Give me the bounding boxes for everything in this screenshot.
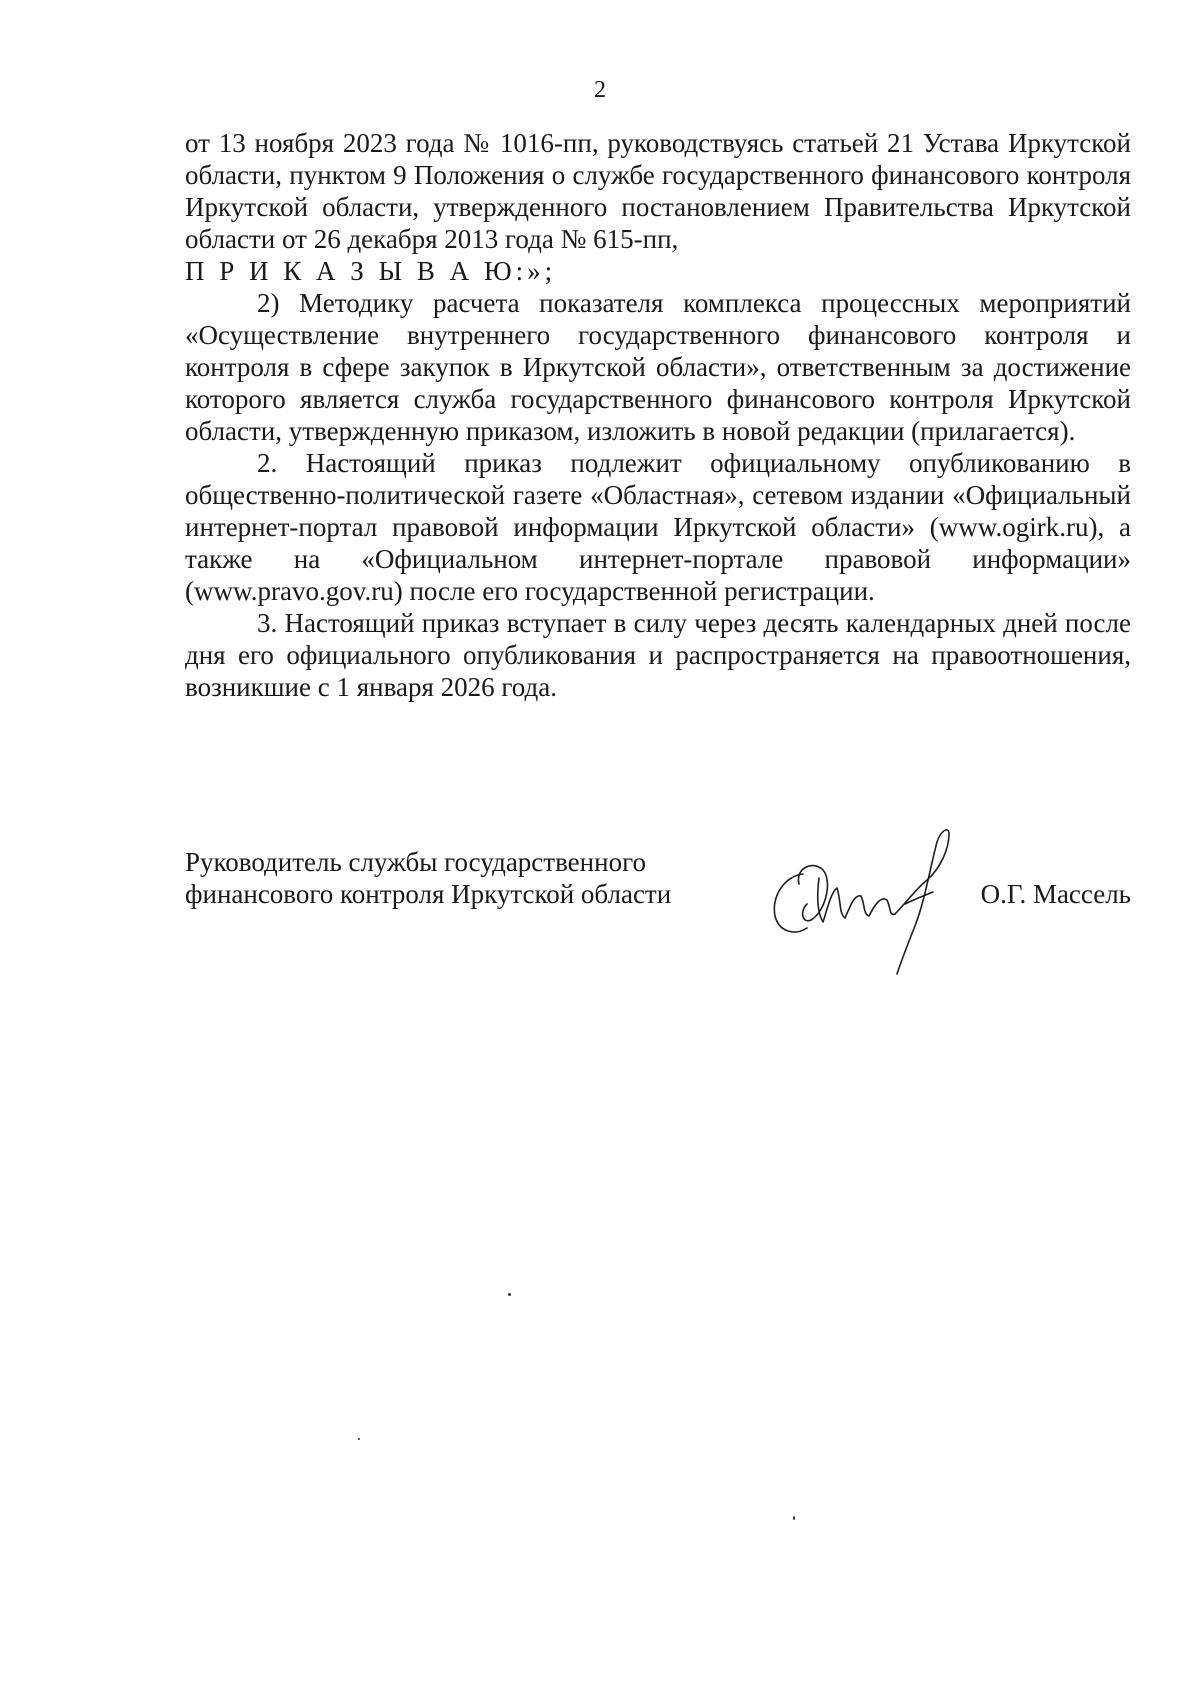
- handwritten-signature: [755, 804, 995, 984]
- signer-position-line-2: финансового контроля Иркутской области: [185, 879, 672, 909]
- signer-position-line-1: Руководитель службы государственного: [185, 847, 646, 877]
- scan-speck: [793, 1516, 795, 1520]
- document-body: [185, 127, 1131, 703]
- order-keyword: П Р И К А З Ы В А Ю:»;: [185, 256, 557, 286]
- page-number: 2: [594, 77, 606, 103]
- paragraph-preamble: от 13 ноября 2023 года № 1016-пп, руководствуясь статьей 21 Устава Иркутской области, пунктом 9 Положения о службе государственного финансового контроля Иркутской области, утвержденного постановлением Правительства Иркутской области от 26 декабря 2013 года № 615-пп,: [185, 128, 1131, 254]
- paragraph-publication: 2. Настоящий приказ подлежит официальному опубликованию в общественно-политической газете «Областная», сетевом издании «Официальный интернет-портал правовой информации Иркутской области» (www.ogirk.ru), а также на «Официальном интернет-портале правовой информации» (www.pravo.gov.ru) после его государственной регистрации.: [185, 448, 1131, 606]
- scan-speck: [508, 1293, 511, 1296]
- scan-speck: [358, 1438, 360, 1440]
- signature-block: [185, 846, 1131, 976]
- signer-position: [185, 846, 671, 910]
- signer-name: О.Г. Массель: [980, 879, 1131, 909]
- paragraph-item-2: 2) Методику расчета показателя комплекса процессных мероприятий «Осуществление внутреннего государственного финансового контроля и контроля в сфере закупок в Иркутской области», ответственным за достижение которого является служба государственного финансового контроля Иркутской области, утвержденную приказом, изложить в новой редакции (прилагается).: [185, 288, 1131, 446]
- paragraph-effective-date: 3. Настоящий приказ вступает в силу через десять календарных дней после дня его официального опубликования и распространяется на правоотношения, возникшие с 1 января 2026 года.: [185, 608, 1131, 702]
